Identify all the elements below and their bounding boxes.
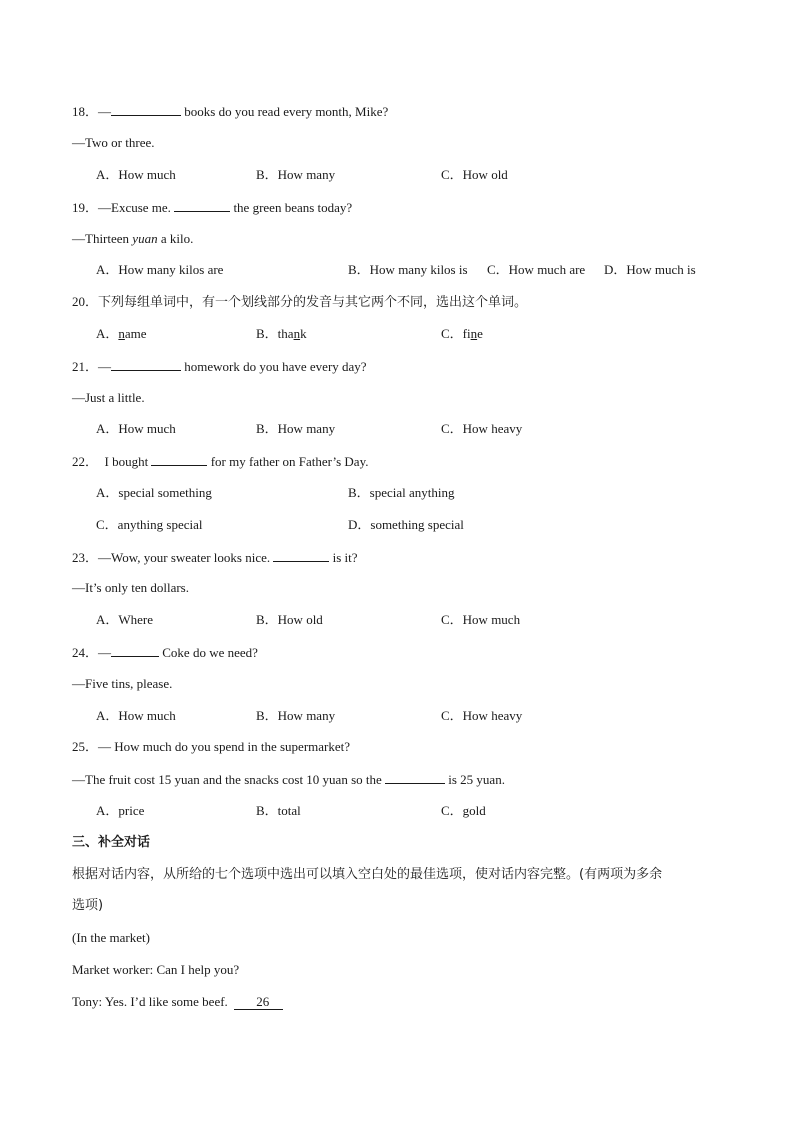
answer-blank xyxy=(111,644,159,657)
answer-blank xyxy=(111,103,181,116)
option-c: C．How much xyxy=(441,612,521,627)
option-c: C．fine xyxy=(441,326,483,341)
option-c: C．gold xyxy=(441,803,486,818)
option-c: C．anything special xyxy=(96,517,203,532)
option-b: B．How many xyxy=(256,421,336,436)
question-21-reply: —Just a little. xyxy=(72,390,145,405)
dialogue-line: Market worker: Can I help you? xyxy=(72,962,240,977)
option-a: A．special something xyxy=(96,485,212,500)
option-b: B．How many xyxy=(256,708,336,723)
option-c: C．How heavy xyxy=(441,421,523,436)
section-instruction: 根据对话内容，从所给的七个选项中选出可以填入空白处的最佳选项，使对话内容完整。(有两项为多余 xyxy=(72,867,663,882)
question-25-stem: 25．— How much do you spend in the supermarket? xyxy=(72,739,351,754)
dialogue-line: Tony: Yes. I’d like some beef. 26 xyxy=(72,994,283,1010)
answer-blank-26: 26 xyxy=(234,995,283,1010)
option-a: A．Where xyxy=(96,612,154,627)
question-25-reply: —The fruit cost 15 yuan and the snacks cost 10 yuan so the is 25 yuan. xyxy=(72,772,505,787)
question-21-stem: 21．— homework do you have every day? xyxy=(72,359,367,374)
answer-blank xyxy=(174,199,230,212)
option-b: B．thank xyxy=(256,326,307,341)
question-18-reply: —Two or three. xyxy=(72,135,155,150)
option-a: A．price xyxy=(96,803,145,818)
question-19-reply: —Thirteen yuan a kilo. xyxy=(72,231,194,246)
answer-blank xyxy=(151,453,207,466)
option-a: A．How much xyxy=(96,167,176,182)
question-22-stem: 22． I bought for my father on Father’s Day. xyxy=(72,454,369,469)
answer-blank xyxy=(111,358,181,371)
option-a: A．name xyxy=(96,326,147,341)
option-b: B．How many kilos is xyxy=(348,262,468,277)
answer-blank xyxy=(385,771,445,784)
option-a: A．How much xyxy=(96,708,176,723)
option-b: B．total xyxy=(256,803,301,818)
option-c: C．How old xyxy=(441,167,508,182)
option-a: A．How much xyxy=(96,421,176,436)
answer-blank xyxy=(273,549,329,562)
option-b: B．How old xyxy=(256,612,323,627)
section-instruction-cont: 选项) xyxy=(72,898,104,913)
section-heading: 三、补全对话 xyxy=(72,835,151,850)
option-c: C．How much are xyxy=(487,262,586,277)
question-23-stem: 23．—Wow, your sweater looks nice. is it? xyxy=(72,550,358,565)
question-18-stem: 18．— books do you read every month, Mike? xyxy=(72,104,389,119)
option-c: C．How heavy xyxy=(441,708,523,723)
option-a: A．How many kilos are xyxy=(96,262,224,277)
option-b: B．How many xyxy=(256,167,336,182)
question-20-stem: 20．下列每组单词中，有一个划线部分的发音与其它两个不同，选出这个单词。 xyxy=(72,294,528,310)
question-24-reply: —Five tins, please. xyxy=(72,676,173,691)
question-23-reply: —It’s only ten dollars. xyxy=(72,580,189,595)
question-19-stem: 19．—Excuse me. the green beans today? xyxy=(72,200,353,215)
option-d: D．How much is xyxy=(604,262,696,277)
question-24-stem: 24．— Coke do we need? xyxy=(72,645,258,660)
option-d: D．something special xyxy=(348,517,464,532)
dialogue-setting: (In the market) xyxy=(72,930,150,945)
option-b: B．special anything xyxy=(348,485,455,500)
